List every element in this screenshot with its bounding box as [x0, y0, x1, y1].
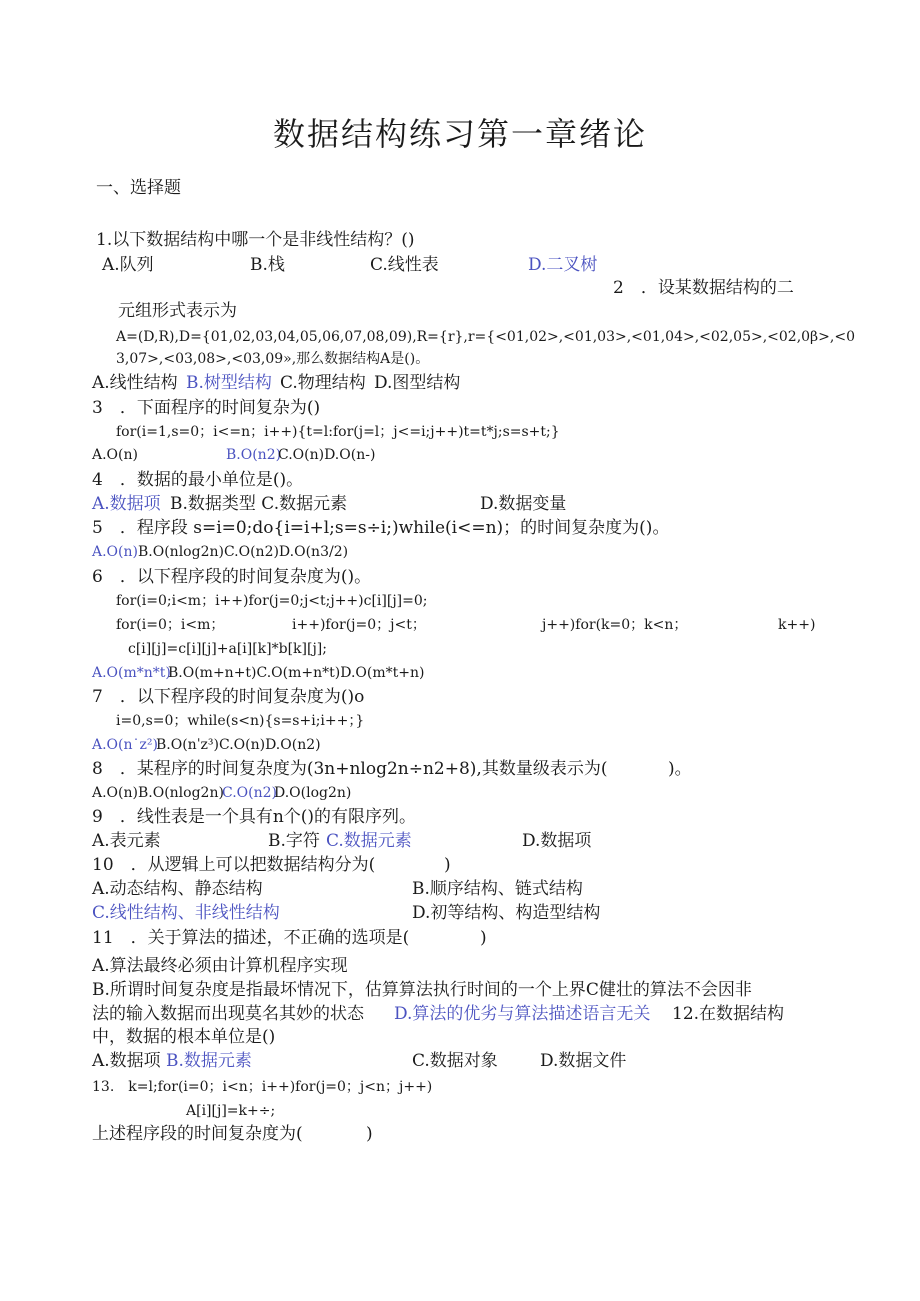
q6-code-line-2c: j++)for(k=0；k<n； [542, 617, 688, 633]
q6-code-line-2d: k++) [778, 617, 816, 633]
q5-option-a: A.O(n) [92, 544, 138, 560]
q11-option-b: B.所谓时间复杂度是指最坏情况下，估算算法执行时间的一个上界C健壮的算法不会因非 [92, 980, 752, 1000]
q2-option-c: C.物理结构 [280, 373, 366, 393]
q2-definition-line-1: A=(D,R),D={01,02,03,04,05,06,07,08,09),R={r},r={<01,02>,<01,03>,<01,04>,<02,05>,<02,0β>,<0 [116, 329, 855, 345]
q10-option-c: C.线性结构、非线性结构 [92, 903, 280, 923]
q6-code-line-3: c[i][j]=c[i][j]+a[i][k]*b[k][j]; [128, 641, 327, 657]
q8-option-d: D.O(log2n) [274, 785, 352, 801]
q3-option-cd: C.O(n)D.O(n-) [278, 447, 376, 463]
q5-options-rest: B.O(nlog2n)C.O(n2)D.O(n3/2) [138, 544, 349, 560]
q4-option-bc: B.数据类型 C.数据元素 [170, 494, 348, 514]
question-12-stem: 中，数据的根本单位是() [92, 1027, 276, 1047]
q11-option-b-cont: 法的输入数据而出现莫名其妙的状态 [92, 1004, 364, 1024]
question-3-stem: 3 ．下面程序的时间复杂为() [92, 398, 321, 418]
question-2-number: 2 ．设某数据结构的二 [613, 278, 794, 298]
q12-option-b: B.数据元素 [166, 1051, 252, 1071]
q12-option-a: A.数据项 [92, 1051, 161, 1071]
question-11-stem: 11 ．关于算法的描述，不正确的选项是( [92, 928, 410, 948]
q1-option-a: A.队列 [102, 255, 154, 275]
q1-option-c: C.线性表 [370, 255, 439, 275]
q6-option-a: A.O(m*n*t) [92, 665, 171, 681]
question-4-stem: 4 ．数据的最小单位是()。 [92, 470, 304, 490]
q13-stem-close: ) [366, 1124, 373, 1144]
q9-option-b: B.字符 [268, 831, 320, 851]
q12-option-d: D.数据文件 [540, 1051, 627, 1071]
q7-option-a: A.O(n˙z²) [92, 737, 158, 753]
question-13-code: 13. k=l;for(i=0；i<n；i++)for(j=0；j<n；j++) [92, 1079, 433, 1095]
question-1-stem: 1.以下数据结构中哪一个是非线性结构？() [96, 230, 415, 250]
q12-option-c: C.数据对象 [412, 1051, 498, 1071]
q11-option-d: D.算法的优劣与算法描述语言无关 [394, 1004, 651, 1024]
q2-option-a: A.线性结构 [92, 373, 178, 393]
q3-option-b: B.O(n2) [226, 447, 282, 463]
q10-option-d: D.初等结构、构造型结构 [412, 903, 601, 923]
question-2-stem: 元组形式表示为 [118, 301, 237, 321]
q4-option-a: A.数据项 [92, 494, 161, 514]
question-6-stem: 6 ．以下程序段的时间复杂度为()。 [92, 567, 372, 587]
q2-option-d: D.图型结构 [374, 373, 461, 393]
q13-code-body: A[i][j]=k+÷; [186, 1103, 276, 1119]
question-5-stem: 5 ．程序段 s=i=0;do{i=i+l;s=s÷i;)while(i<=n)；的时间复杂度为()。 [92, 518, 670, 538]
q7-options-rest: B.O(nˈz³)C.O(n)D.O(n2) [156, 737, 321, 753]
q8-option-ab: A.O(n)B.O(nlog2n) [92, 785, 224, 801]
question-9-stem: 9 ．线性表是一个具有n个()的有限序列。 [92, 807, 417, 827]
q6-options-rest: B.O(m+n+t)C.O(m+n*t)D.O(m*t+n) [168, 665, 425, 681]
section-heading: 一、选择题 [96, 178, 181, 198]
q6-code-line-2a: for(i=0；i<m； [116, 617, 225, 633]
q6-code-line-2b: i++)for(j=0；j<t； [292, 617, 426, 633]
question-7-stem: 7 ．以下程序段的时间复杂度为()o [92, 687, 365, 707]
q4-option-d: D.数据变量 [480, 494, 567, 514]
q2-option-b: B.树型结构 [186, 373, 272, 393]
question-8-stem: 8 ．某程序的时间复杂度为(3n+nlog2n÷n2+8),其数量级表示为( [92, 759, 608, 779]
q8-stem-close: )。 [668, 759, 692, 779]
q2-definition-line-2: 3,07>,<03,08>,<03,09»,那么数据结构A是()。 [116, 351, 430, 367]
q3-option-a: A.O(n) [92, 447, 138, 463]
question-10-stem: 10 ．从逻辑上可以把数据结构分为( [92, 855, 376, 875]
q3-code: for(i=1,s=0；i<=n；i++){t=l:for(j=l；j<=i;j++)t=t*j;s=s+t;} [116, 424, 560, 440]
q10-option-a: A.动态结构、静态结构 [92, 879, 263, 899]
q1-option-d: D.二叉树 [528, 255, 598, 275]
q10-option-b: B.顺序结构、链式结构 [412, 879, 583, 899]
page-title: 数据结构练习第一章绪论 [272, 115, 647, 153]
q9-option-c: C.数据元素 [326, 831, 412, 851]
q10-stem-close: ) [444, 855, 451, 875]
q11-option-a: A.算法最终必须由计算机程序实现 [92, 956, 348, 976]
q6-code-line-1: for(i=0;i<m；i++)for(j=0;j<t;j++)c[i][j]=0; [116, 593, 428, 609]
q8-option-c: C.O(n2) [222, 785, 277, 801]
q7-code: i=0,s=0；while(s<n){s=s+i;i++；} [116, 713, 365, 729]
q9-option-a: A.表元素 [92, 831, 161, 851]
q11-stem-close: ) [480, 928, 487, 948]
q1-option-b: B.栈 [250, 255, 285, 275]
question-13-stem: 上述程序段的时间复杂度为( [92, 1124, 303, 1144]
q9-option-d: D.数据项 [522, 831, 592, 851]
question-12-number: 12.在数据结构 [672, 1004, 785, 1024]
